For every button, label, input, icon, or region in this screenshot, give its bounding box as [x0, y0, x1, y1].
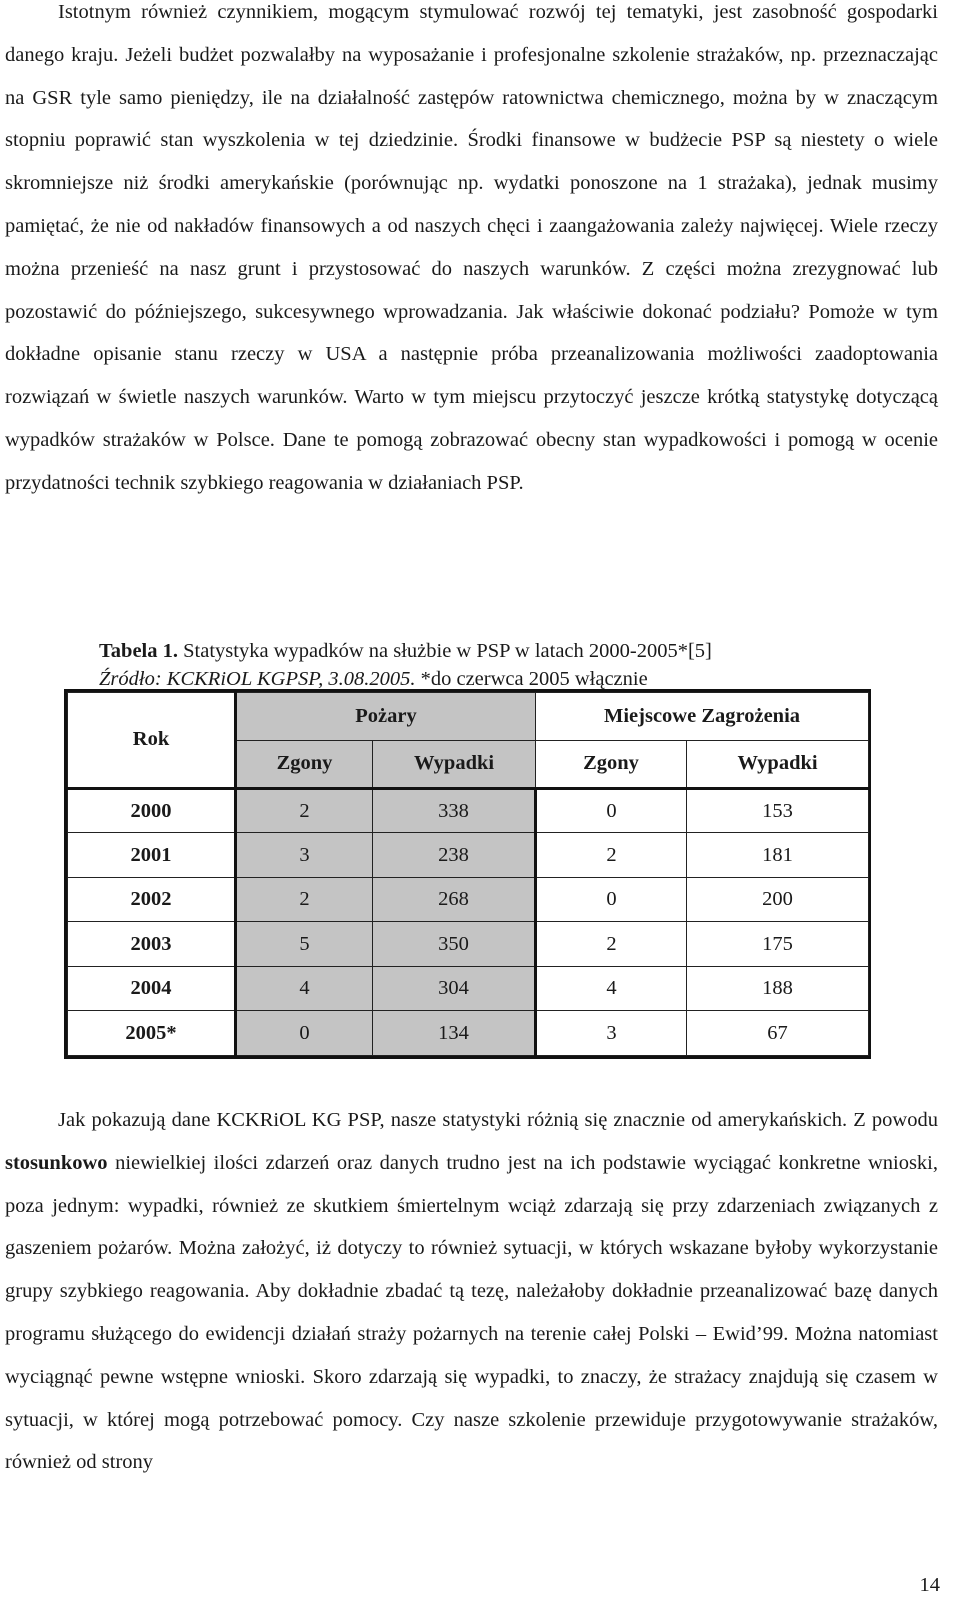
paragraph-intro-text: Istotnym również czynnikiem, mogącym stymulować rozwój tej tematyki, jest zasobność gospodarki danego kraju. Jeżeli budżet pozwalałby na wyposażanie i profesjonalne szkolenie strażaków, np. przeznaczając na GSR tyle samo pieniędzy, ile na działalność zastępów ratownictwa chemicznego, można by w znaczącym stopniu poprawić stan wyszkolenia w tej dziedzinie. Środki finansowe w budżecie PSP są niestety o wiele skromniejsze niż środki amerykańskie (porównując np. wydatki ponoszone na 1 strażaka), jednak musimy pamiętać, że nie od nakładów finansowych a od naszych chęci i zaangażowania zależy najwięcej. Wiele rzeczy można przenieść na nasz grunt i przystosować do naszych warunków. Z części można zrezygnować lub pozostawić do późniejszego, sukcesywnego wprowadzania. Jak właściwie dokonać podziału? Pomoże w tym dokładne opisanie stanu rzeczy w USA a następnie próba przeanalizowania możliwości zaadoptowania rozwiązań w świetle naszych warunków. Warto w tym miejscu przytoczyć jeszcze krótką statystykę dotyczącą wypadków strażaków w Polsce. Dane te pomogą zobrazować obecny stan wypadkowości i pomogą w ocenie przydatności technik szybkiego reagowania w działaniach PSP. [5, 1, 938, 494]
cell-pozary-zgony: 4 [236, 966, 373, 1011]
cell-mz-zgony: 3 [536, 1011, 687, 1056]
cell-year: 2004 [68, 966, 236, 1011]
header-rok: Rok [68, 693, 236, 789]
paragraph-analysis [5, 1099, 938, 1484]
cell-pozary-wypadki: 238 [373, 833, 536, 878]
paragraph-intro [5, 0, 938, 505]
cell-pozary-zgony: 0 [236, 1011, 373, 1056]
cell-pozary-wypadki: 304 [373, 966, 536, 1011]
page-number: 14 [919, 1574, 940, 1596]
table-row [68, 922, 869, 967]
paragraph-analysis-text-before: Jak pokazują dane KCKRiOL KG PSP, nasze statystyki różnią się znacznie od amerykańskich. Z powodu [58, 1109, 938, 1131]
cell-year: 2002 [68, 877, 236, 922]
table-header-row-groups [68, 693, 869, 741]
table-row [68, 877, 869, 922]
cell-mz-zgony: 2 [536, 922, 687, 967]
cell-pozary-wypadki: 338 [373, 788, 536, 833]
cell-pozary-wypadki: 268 [373, 877, 536, 922]
cell-year: 2001 [68, 833, 236, 878]
table-row [68, 833, 869, 878]
paragraph-analysis-bold: stosunkowo [5, 1151, 108, 1174]
statistics-table-grid [67, 692, 869, 1056]
cell-mz-wypadki: 200 [687, 877, 869, 922]
cell-mz-wypadki: 188 [687, 966, 869, 1011]
header-pozary-zgony: Zgony [236, 740, 373, 788]
cell-pozary-zgony: 3 [236, 833, 373, 878]
cell-mz-wypadki: 175 [687, 922, 869, 967]
header-group-miejscowe-zagrozenia: Miejscowe Zagrożenia [536, 693, 869, 741]
cell-mz-zgony: 2 [536, 833, 687, 878]
caption-source: Źródło: KCKRiOL KGPSP, 3.08.2005. [99, 668, 416, 690]
header-mz-wypadki: Wypadki [687, 740, 869, 788]
statistics-table [64, 689, 871, 1059]
cell-mz-zgony: 0 [536, 877, 687, 922]
cell-mz-wypadki: 153 [687, 788, 869, 833]
table-row [68, 966, 869, 1011]
cell-mz-zgony: 0 [536, 788, 687, 833]
caption-title: Statystyka wypadków na służbie w PSP w latach 2000-2005*[5] [178, 640, 712, 662]
table-caption [99, 637, 712, 693]
caption-note: *do czerwca 2005 włącznie [415, 668, 648, 690]
header-group-pozary: Pożary [236, 693, 536, 741]
cell-pozary-zgony: 5 [236, 922, 373, 967]
caption-label: Tabela 1. [99, 640, 178, 662]
cell-pozary-zgony: 2 [236, 877, 373, 922]
cell-year: 2003 [68, 922, 236, 967]
cell-mz-wypadki: 181 [687, 833, 869, 878]
header-mz-zgony: Zgony [536, 740, 687, 788]
table-row [68, 788, 869, 833]
cell-pozary-zgony: 2 [236, 788, 373, 833]
cell-pozary-wypadki: 134 [373, 1011, 536, 1056]
header-pozary-wypadki: Wypadki [373, 740, 536, 788]
cell-mz-wypadki: 67 [687, 1011, 869, 1056]
table-row [68, 1011, 869, 1056]
cell-pozary-wypadki: 350 [373, 922, 536, 967]
cell-mz-zgony: 4 [536, 966, 687, 1011]
cell-year: 2005* [68, 1011, 236, 1056]
paragraph-analysis-text-after: niewielkiej ilości zdarzeń oraz danych trudno jest na ich podstawie wyciągać konkretne wnioski, poza jednym: wypadki, również ze skutkiem śmiertelnym wciąż zdarzają się przy zdarzeniach związanych z gaszeniem pożarów. Można założyć, iż dotyczy to również sytuacji, w których wskazane byłoby wykorzystanie grupy szybkiego reagowania. Aby dokładnie zbadać tą tezę, należałoby dokładnie przeanalizować bazę danych programu służącego do ewidencji działań straży pożarnych na terenie całej Polski – Ewid’99. Można natomiast wyciągnąć pewne wstępne wnioski. Skoro zdarzają się wypadki, to znaczy, że strażacy znajdują się czasem w sytuacji, w której mogą potrzebować pomocy. Czy nasze szkolenie przewiduje przygotowywanie strażaków, również od strony [5, 1151, 938, 1474]
cell-year: 2000 [68, 788, 236, 833]
